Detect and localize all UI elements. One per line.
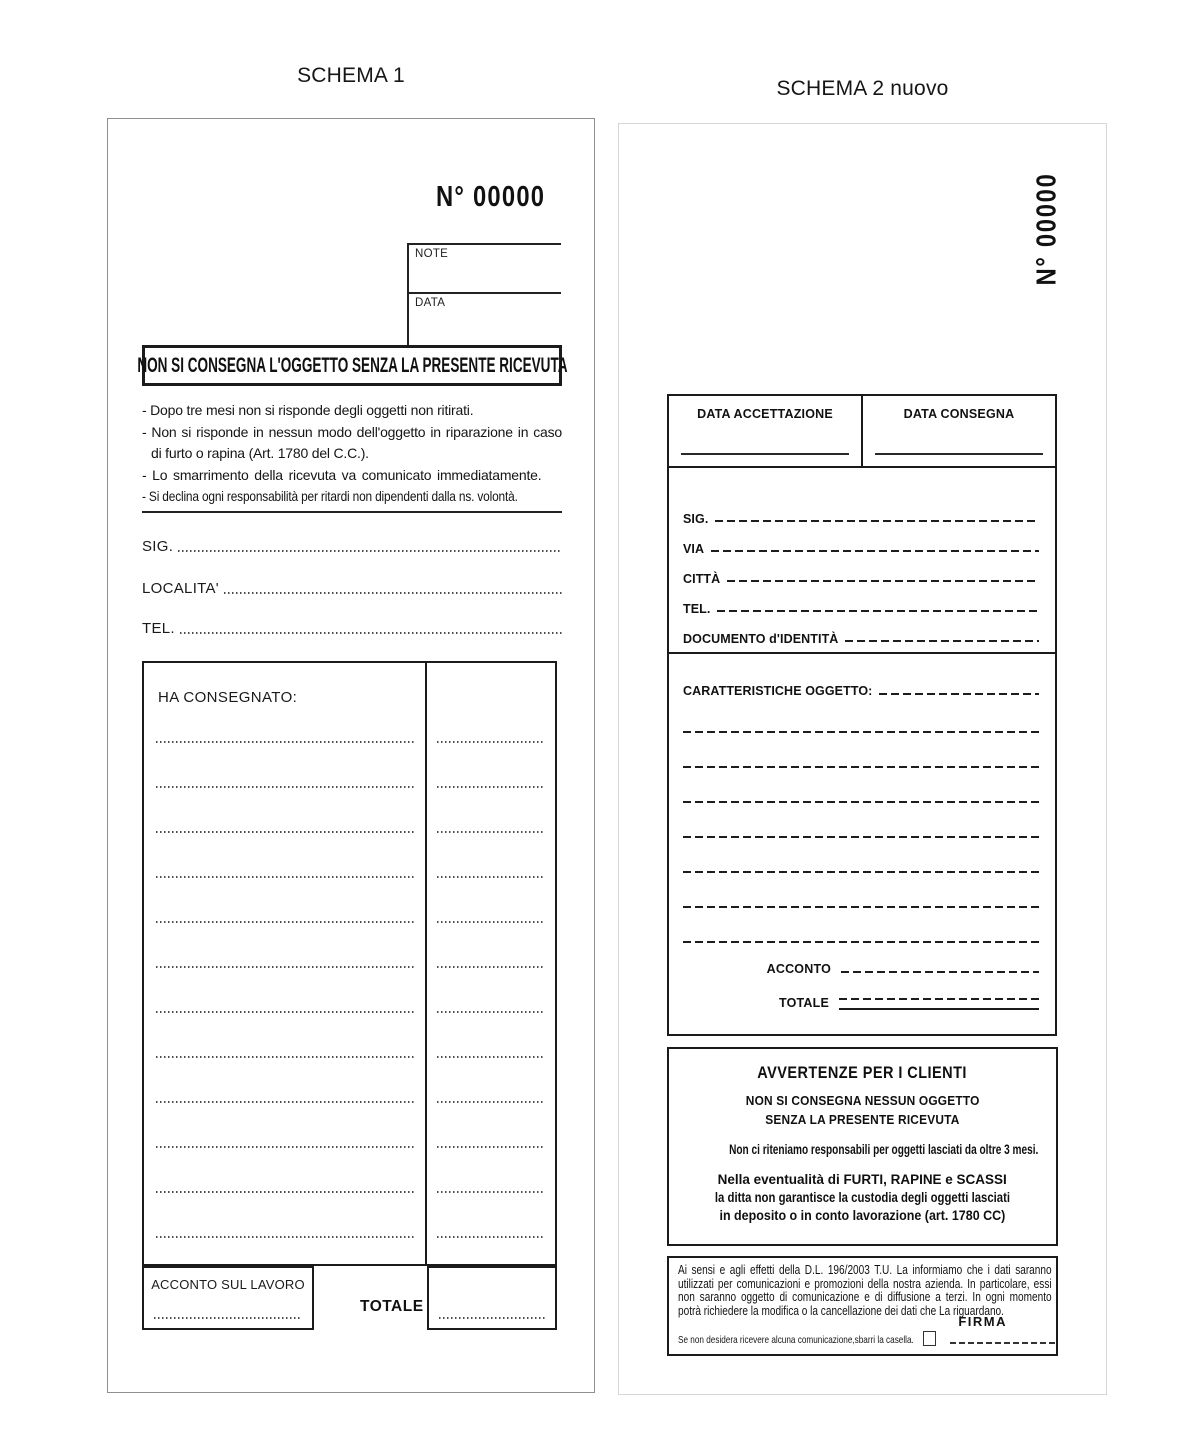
writing-line[interactable] [156,921,415,923]
writing-line[interactable] [156,1146,415,1148]
items-amount-column [427,663,555,1264]
avvertenze-line: in deposito o in conto lavorazione (art. 1780 CC) [719,1208,1006,1224]
object-details-box [667,652,1057,1036]
acconto-label: ACCONTO [766,962,831,976]
writing-line[interactable] [717,610,1039,612]
writing-line[interactable] [178,550,562,552]
acconto-sul-lavoro-label: ACCONTO SUL LAVORO [151,1277,305,1292]
writing-line[interactable] [156,831,415,833]
writing-line[interactable] [224,592,562,594]
signature-line[interactable] [950,1342,1058,1344]
writing-line[interactable] [437,876,545,878]
writing-line[interactable] [156,1236,415,1238]
caratteristiche-label: CARATTERISTICHE OGGETTO: [683,684,873,698]
sig-label: SIG. [142,538,174,555]
via-label: VIA [683,542,705,556]
writing-line[interactable] [439,1317,545,1319]
rule-item: - Si declina ogni responsabilità per ritardi non dipendenti dalla ns. volontà. [142,488,518,505]
rule-item: - Non si risponde in nessun modo dell'oggetto in riparazione in caso di furto o rapina (Art. 1780 del C.C.). [142,423,562,462]
writing-line[interactable] [437,741,545,743]
receipt-number: N° 00000 [436,181,546,213]
writing-line[interactable] [437,831,545,833]
data-consegna-cell[interactable] [863,396,1055,466]
receipt-number-rotated: N° 00000 [1031,171,1062,286]
field-row-sig [683,496,1039,526]
date-box[interactable] [409,292,561,344]
note-data-block [407,243,561,346]
writing-line[interactable] [156,966,415,968]
schema1-receipt [107,118,595,1393]
field-row-caratteristiche [683,680,1039,698]
citta-label: CITTÀ [683,572,721,586]
field-row-tel [142,615,562,637]
schema1-title: SCHEMA 1 [297,64,405,87]
note-label: NOTE [415,248,449,260]
firma-label: FIRMA [958,1314,1007,1329]
writing-line[interactable] [437,1146,545,1148]
field-row-tel [683,586,1039,616]
writing-line[interactable] [875,453,1043,455]
writing-line[interactable] [437,1191,545,1193]
writing-row [683,838,1039,873]
field-row-sig [142,533,562,555]
writing-line[interactable] [437,1056,545,1058]
data-accettazione-cell[interactable] [669,396,863,466]
avvertenze-line: la ditta non garantisce la custodia degli oggetti lasciati [714,1190,1011,1206]
totale-amount-box [427,1266,557,1330]
acconto-sul-lavoro-box [142,1266,314,1330]
writing-line[interactable] [156,1011,415,1013]
tel-label: TEL. [683,602,711,616]
totale-label: TOTALE [778,996,829,1010]
sig-label: SIG. [683,512,709,526]
schema2-receipt [618,123,1107,1395]
documento-identita-label: DOCUMENTO d'IDENTITÀ [683,632,839,646]
warning-text: NON SI CONSEGNA L'OGGETTO SENZA LA PRESENTE RICEVUTA [136,353,568,377]
writing-line[interactable] [841,971,1039,973]
items-description-column [144,663,427,1264]
totale-double-rule [839,998,1039,1010]
writing-row [683,733,1039,768]
optout-text: Se non desidera ricevere alcuna comunicazione,sbarri la casella. [678,1334,914,1346]
writing-line[interactable] [879,693,1039,695]
writing-row [683,873,1039,908]
writing-line[interactable] [156,1056,415,1058]
privacy-text: Ai sensi e agli effetti della D.L. 196/2003 T.U. La informiamo che i dati saranno utilizzati per comunicazioni e promozioni della nostra azienda. In particolare, essi non saranno oggetto di comunicazione e di diffusione a terzi. In ogni momento potrà richiedere la modifica o la cancellazione dei dati che La riguardano. [678,1263,1052,1318]
rule-item: - Dopo tre mesi non si risponde degli oggetti non ritirati. [142,402,474,418]
writing-row [683,803,1039,838]
totale-label: TOTALE [360,1298,424,1315]
rule-item: - Lo smarrimento della ricevuta va comunicato immediatamente. [142,466,542,483]
date-label: DATA [415,297,446,309]
avvertenze-line: NON SI CONSEGNA NESSUN OGGETTO [745,1093,980,1108]
writing-line[interactable] [683,941,1039,943]
optout-row [678,1331,1044,1346]
field-row-documento [683,616,1039,646]
divider-rule [142,511,562,513]
writing-line[interactable] [437,966,545,968]
writing-row [683,698,1039,733]
writing-line[interactable] [839,998,1039,1000]
writing-line[interactable] [156,786,415,788]
writing-line[interactable] [437,921,545,923]
writing-line[interactable] [156,1191,415,1193]
writing-line[interactable] [727,580,1039,582]
writing-line[interactable] [437,786,545,788]
writing-line[interactable] [437,1011,545,1013]
data-consegna-label: DATA CONSEGNA [903,407,1015,421]
avvertenze-box [667,1047,1058,1246]
field-row-citta [683,556,1039,586]
writing-line[interactable] [845,640,1039,642]
writing-row [683,908,1039,943]
tel-label: TEL. [142,620,175,637]
field-row-localita [142,575,562,597]
totale-row [683,992,1039,1010]
warning-box [136,345,568,386]
writing-line[interactable] [715,520,1039,522]
avvertenze-line: Non ci riteniamo responsabili per oggetti lasciati da oltre 3 mesi. [729,1141,1039,1157]
privacy-box [667,1256,1058,1356]
writing-line[interactable] [681,453,849,455]
schema2-title: SCHEMA 2 nuovo [776,77,949,100]
acconto-row [683,958,1039,976]
rules-list [142,400,562,508]
writing-line[interactable] [437,1101,545,1103]
writing-line[interactable] [437,1236,545,1238]
writing-row [683,768,1039,803]
writing-line[interactable] [156,1101,415,1103]
writing-line[interactable] [180,632,562,634]
customer-info-box [667,466,1057,654]
writing-line[interactable] [711,550,1039,552]
writing-line[interactable] [156,741,415,743]
table-header: HA CONSEGNATO: [158,689,298,706]
note-box[interactable] [409,243,561,292]
writing-line[interactable] [156,876,415,878]
data-accettazione-label: DATA ACCETTAZIONE [697,407,833,421]
optout-checkbox[interactable] [923,1331,936,1346]
writing-line[interactable] [154,1317,302,1319]
localita-label: LOCALITA' [142,580,219,597]
consigned-items-table [142,661,557,1266]
field-row-via [683,526,1039,556]
dates-box [667,394,1057,468]
avvertenze-title: AVVERTENZE PER I CLIENTI [757,1064,968,1082]
avvertenze-line: Nella eventualità di FURTI, RAPINE e SCASSI [717,1172,1008,1188]
avvertenze-line: SENZA LA PRESENTE RICEVUTA [765,1112,960,1127]
